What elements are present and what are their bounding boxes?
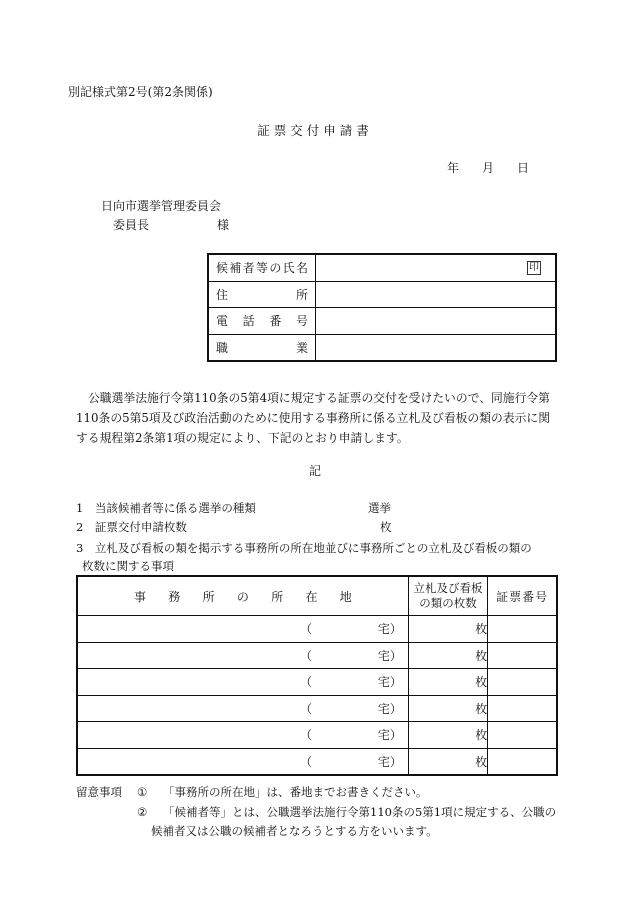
- office-table: [76, 575, 558, 776]
- note-2-continuation: 候補者又は公職の候補者となろうとする方をいいます。: [151, 824, 438, 838]
- location-header: [77, 576, 408, 616]
- applicant-occupation-label: [208, 334, 316, 361]
- label-char: 在: [305, 589, 318, 604]
- chair-label: 委員長: [113, 218, 150, 232]
- ki-heading: 記: [308, 464, 321, 478]
- office-count-cell[interactable]: 枚: [408, 669, 487, 696]
- applicant-row-occupation: [208, 334, 556, 361]
- note-1-number: ①: [137, 785, 148, 799]
- count-header: [408, 576, 487, 616]
- label-char: 所: [271, 589, 284, 604]
- office-cert-cell[interactable]: [488, 616, 557, 643]
- addressee: 日向市選挙管理委員会: [101, 199, 222, 213]
- applicant-address-label: [208, 281, 316, 308]
- label-char: 職: [216, 340, 229, 355]
- location-header-label: [78, 588, 408, 605]
- office-cert-cell[interactable]: [488, 722, 557, 749]
- honorific-label: 様: [217, 218, 230, 232]
- spaced-label: [209, 259, 315, 276]
- office-location-cell[interactable]: [77, 669, 408, 696]
- office-location-cell[interactable]: [77, 722, 408, 749]
- location-paren: [78, 643, 408, 669]
- label-char: 所: [295, 287, 308, 302]
- note-2-number: ②: [137, 805, 148, 819]
- form-label: 別記様式第2号(第2条関係): [68, 85, 213, 99]
- cert-number-header: [488, 576, 557, 616]
- notes-heading: 留意事項: [76, 785, 122, 799]
- table-row: [77, 642, 557, 669]
- location-paren: [78, 722, 408, 748]
- applicant-row-address: [208, 281, 556, 308]
- paren-home: 宅）: [377, 701, 402, 716]
- table-row: [77, 722, 557, 749]
- label-char: 事: [134, 589, 147, 604]
- cert-number-header-label: 証票番号: [496, 589, 549, 604]
- paren-home: 宅）: [377, 728, 402, 742]
- location-paren: [78, 669, 408, 695]
- applicant-name-label: [208, 254, 316, 281]
- applicant-row-phone: [208, 308, 556, 335]
- date-year-label: 年: [447, 161, 460, 175]
- spaced-label: [209, 312, 315, 329]
- item-1-text: 1 当該候補者等に係る選挙の種類: [76, 501, 256, 515]
- paren-open: （: [300, 675, 313, 689]
- paren-open: （: [300, 648, 313, 663]
- applicant-row-name: [208, 254, 556, 281]
- date-day-label: 日: [517, 161, 530, 175]
- paren-open: （: [300, 728, 313, 742]
- location-paren: [78, 749, 408, 775]
- label-char: 番: [269, 314, 282, 329]
- office-count-cell[interactable]: 枚: [408, 616, 487, 643]
- label-char: の: [236, 589, 249, 604]
- label-char: 電: [216, 314, 229, 329]
- applicant-address-field[interactable]: [316, 281, 557, 308]
- label-char: 所: [202, 589, 215, 604]
- table-row: [77, 669, 557, 696]
- paren-home: 宅）: [377, 622, 402, 636]
- note-1-text: 「事務所の所在地」は、番地までお書きください。: [163, 785, 428, 799]
- label-char: 候: [216, 261, 229, 276]
- office-cert-cell[interactable]: [488, 748, 557, 775]
- label-char: 地: [339, 589, 352, 604]
- office-cert-cell[interactable]: [488, 642, 557, 669]
- label-char: 住: [216, 287, 229, 302]
- paren-open: （: [300, 622, 313, 636]
- label-char: 号: [295, 314, 308, 329]
- paren-open: （: [300, 754, 313, 769]
- label-char: の: [269, 261, 282, 276]
- label-char: 等: [255, 261, 268, 276]
- office-cert-cell[interactable]: [488, 695, 557, 722]
- office-cert-cell[interactable]: [488, 669, 557, 696]
- count-header-line1: 立札及び看板: [413, 581, 483, 595]
- applicant-table: [207, 253, 557, 362]
- count-header-line2: の類の枚数: [419, 596, 477, 610]
- label-char: 氏: [282, 261, 295, 276]
- location-paren: [78, 696, 408, 722]
- table-row: [77, 748, 557, 775]
- applicant-name-field[interactable]: [316, 254, 557, 281]
- applicant-phone-label: [208, 308, 316, 335]
- table-row: [77, 616, 557, 643]
- item-2-suffix: 枚: [380, 520, 392, 534]
- label-char: 者: [242, 261, 255, 276]
- seal-mark: 印: [529, 261, 539, 273]
- applicant-phone-field[interactable]: [316, 308, 557, 335]
- application-statement: 公職選挙法施行令第110条の5第4項に規定する証票の交付を受けたいので、同施行令第110条の5第5項及び政治活動のために使用する事務所に係る立札及び看板の類の表示に関する規程第2条第1項の規定により、下記のとおり申請します。: [76, 391, 551, 445]
- office-location-cell[interactable]: [77, 748, 408, 775]
- label-char: 話: [242, 314, 255, 329]
- label-char: 務: [168, 589, 181, 604]
- paren-home: 宅）: [377, 648, 402, 663]
- item-3-continuation: 枚数に関する事項: [82, 559, 174, 573]
- label-char: 名: [295, 261, 308, 276]
- item-1-suffix: 選挙: [368, 501, 391, 515]
- document-title: 証票交付申請書: [257, 123, 373, 138]
- paren-home: 宅）: [377, 675, 402, 689]
- paren-open: （: [300, 701, 313, 716]
- applicant-occupation-field[interactable]: [316, 334, 557, 361]
- office-count-cell[interactable]: 枚: [408, 642, 487, 669]
- spaced-label: [209, 339, 315, 356]
- note-2-text: 「候補者等」とは、公職選挙法施行令第110条の5第1項に規定する、公職の: [163, 805, 557, 819]
- paren-home: 宅）: [377, 754, 402, 769]
- table-row: [77, 695, 557, 722]
- office-count-cell[interactable]: 枚: [408, 748, 487, 775]
- date-month-label: 月: [482, 161, 495, 175]
- office-location-cell[interactable]: [77, 642, 408, 669]
- office-count-cell[interactable]: 枚: [408, 722, 487, 749]
- office-count-cell[interactable]: 枚: [408, 695, 487, 722]
- office-location-cell[interactable]: [77, 616, 408, 643]
- office-location-cell[interactable]: [77, 695, 408, 722]
- item-3-text: 3 立札及び看板の類を掲示する事務所の所在地並びに事務所ごとの立札及び看板の類の: [76, 541, 532, 555]
- office-table-header: [77, 576, 557, 616]
- item-2-text: 2 証票交付申請枚数: [76, 520, 187, 534]
- label-char: 業: [295, 340, 308, 355]
- location-paren: [78, 616, 408, 642]
- label-char: 補: [229, 261, 242, 276]
- spaced-label: [209, 286, 315, 303]
